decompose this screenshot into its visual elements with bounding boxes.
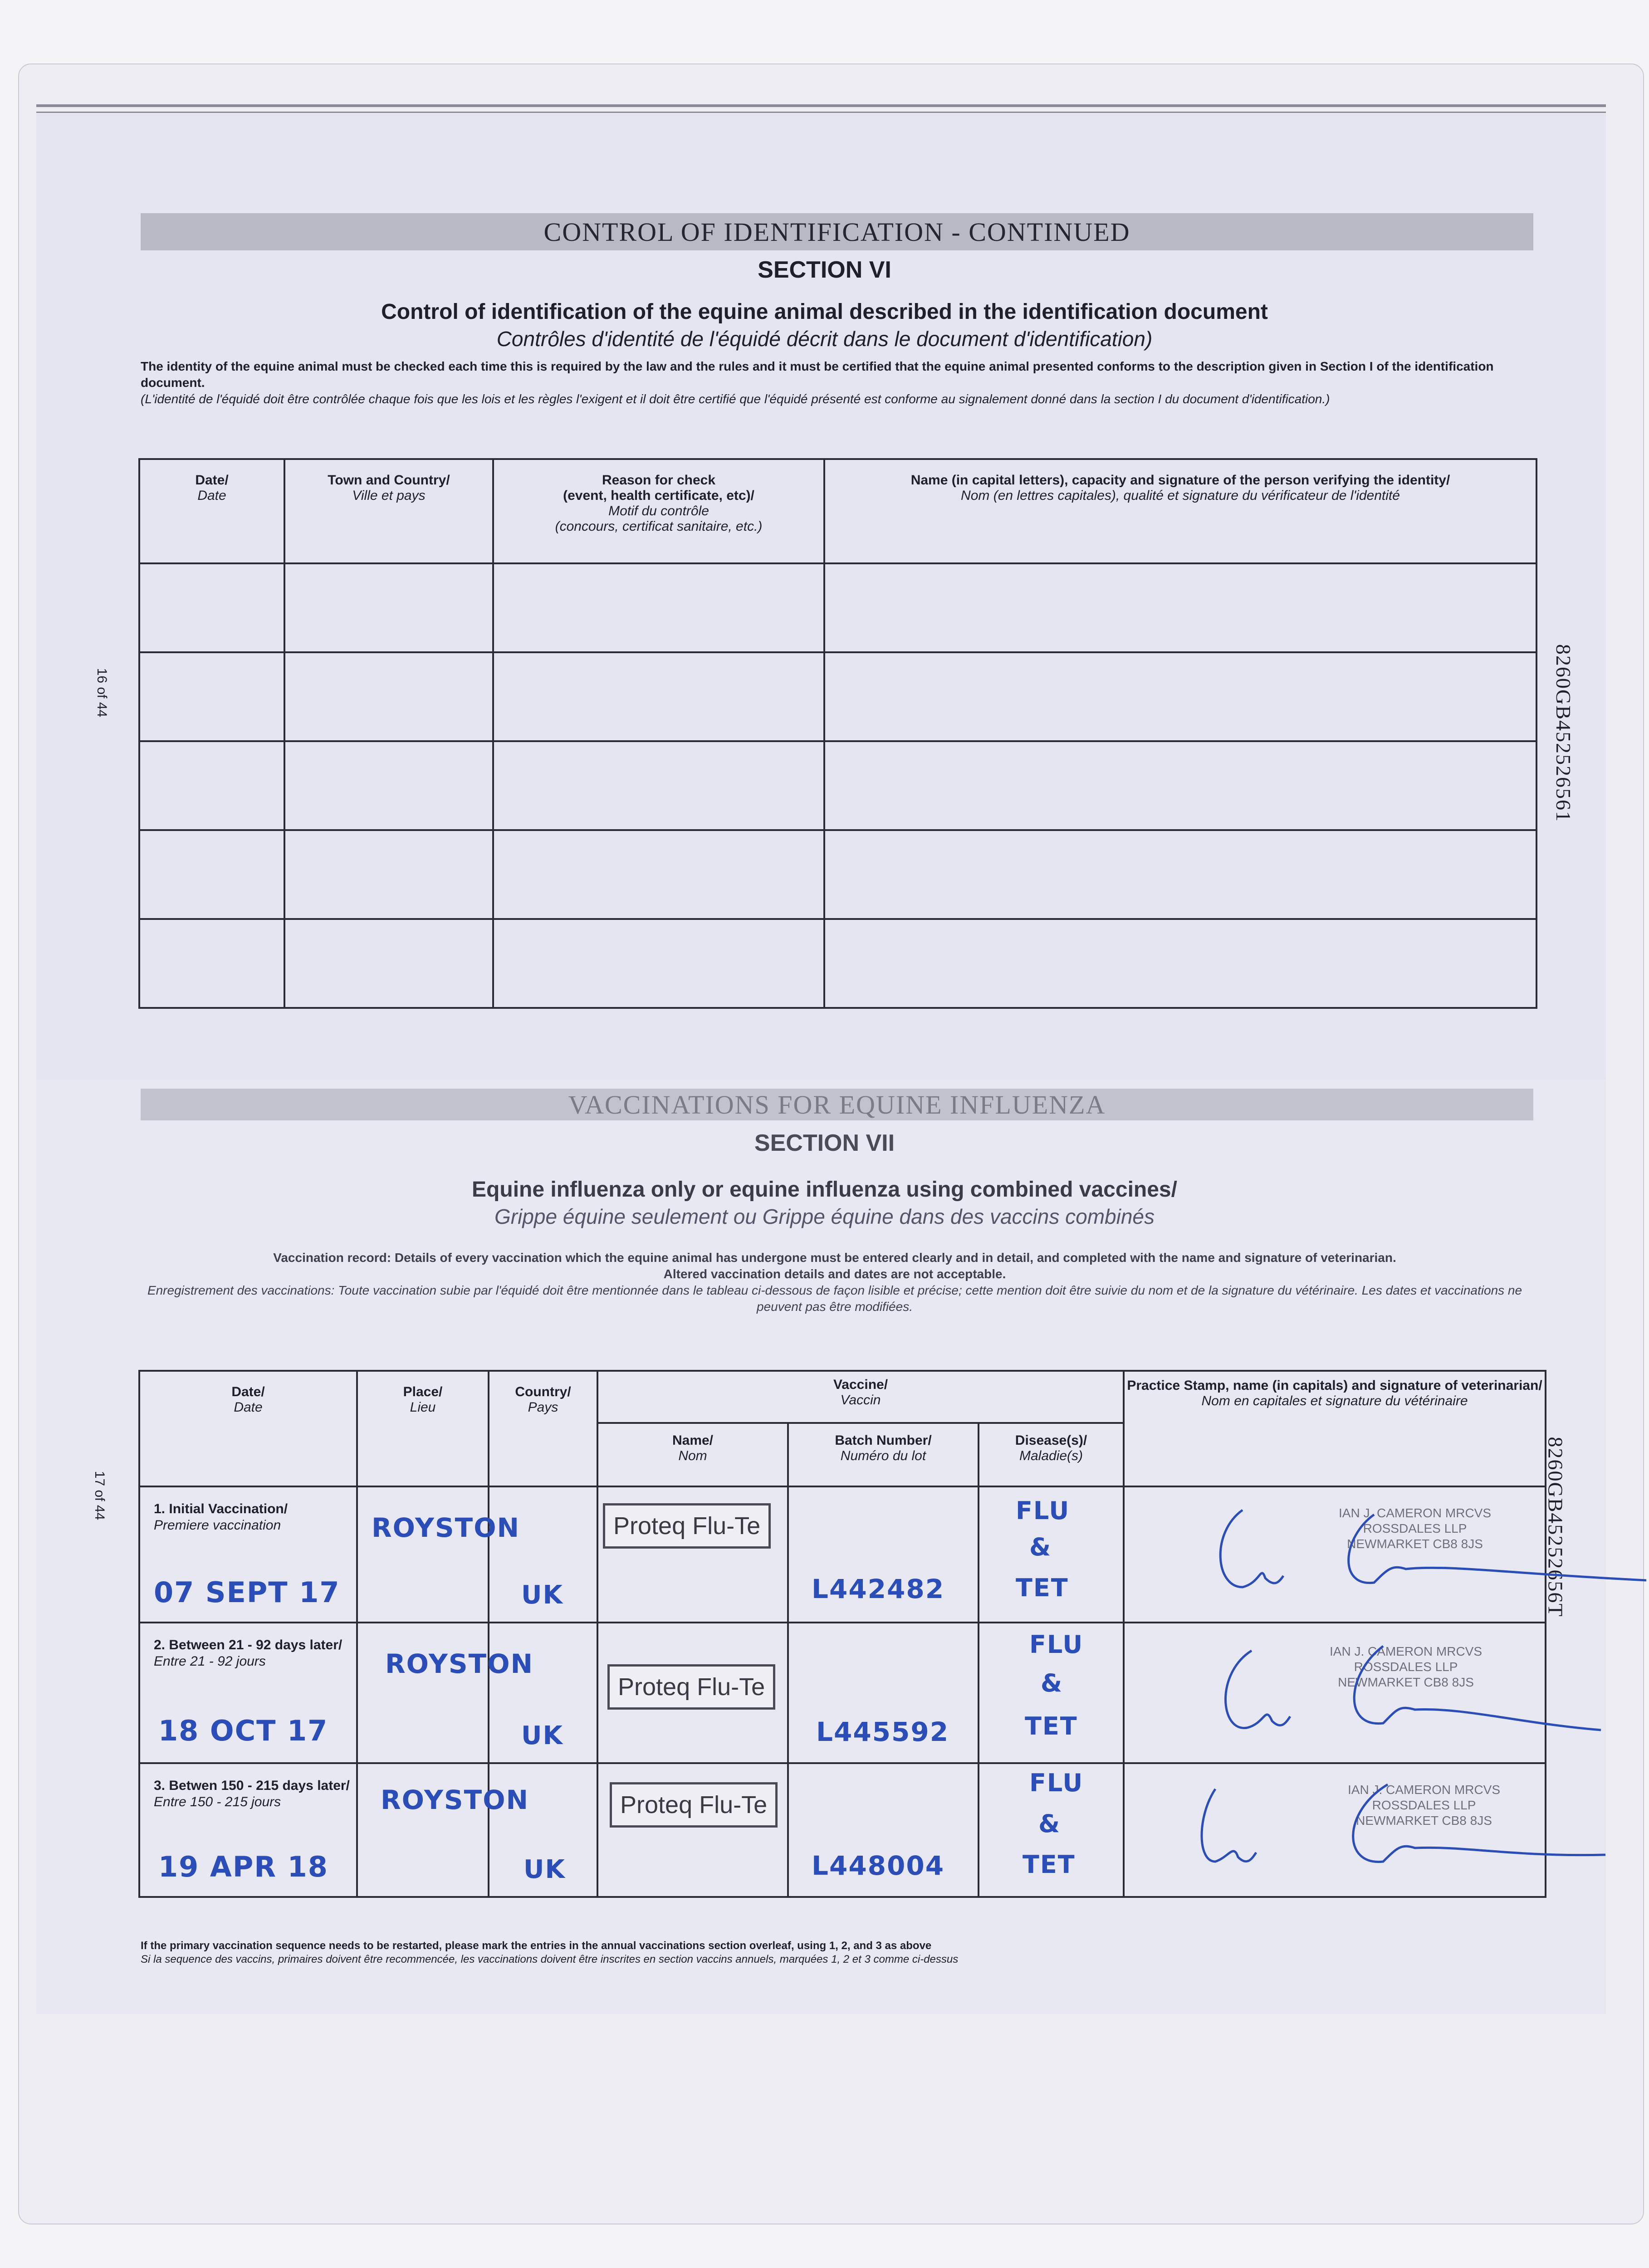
vaccination-row <box>139 1623 1546 1763</box>
place-entry: ROYSTON <box>372 1512 520 1543</box>
instruction-fr: Toute vaccination subie par l'équidé doit être mentionnée dans le tableau ci-dessous de façon lisible et précise; cette mention doit être suivie du nom et de la signature du vétérinaire. Les dates et vaccinations ne peuvent pas être modifiées. <box>338 1283 1522 1314</box>
vaccination-row <box>139 1486 1546 1623</box>
vet-signature <box>1170 1771 1646 1893</box>
table-row <box>139 563 1536 652</box>
section-vii-instructions <box>145 1250 1524 1315</box>
top-rule-thin <box>36 112 1606 113</box>
page-number-17: 17 of 44 <box>92 1471 108 1520</box>
section-vii-banner: VACCINATIONS FOR EQUINE INFLUENZA <box>141 1089 1533 1120</box>
date-entry: 19 APR 18 <box>158 1850 328 1883</box>
col-disease: Disease(s)/ Maladie(s) <box>979 1423 1124 1486</box>
col-place: Place/ Lieu <box>357 1371 489 1486</box>
vaccination-header-row <box>139 1371 1546 1423</box>
document-code-top: 8260GB452526561 <box>1551 644 1575 822</box>
vaccination-row <box>139 1763 1546 1897</box>
vet-practice-stamp: IAN J. CAMERON MRCVS ROSSDALES LLP NEWMARKET CB8 8JS <box>1339 1506 1492 1551</box>
instruction-fr-label: Enregistrement des vaccinations: <box>147 1283 335 1297</box>
disease-entry-2: & <box>1029 1533 1052 1561</box>
col-batch: Batch Number/ Numéro du lot <box>788 1423 979 1486</box>
batch-entry: L445592 <box>816 1716 949 1747</box>
top-rule <box>36 104 1606 107</box>
place-entry: ROYSTON <box>381 1784 529 1815</box>
disease-entry-1: FLU <box>1029 1630 1084 1659</box>
document-code-bottom: 8260GB45252656T <box>1544 1437 1567 1618</box>
vaccine-stamp: Proteq Flu-Te <box>610 1782 778 1828</box>
batch-entry: L448004 <box>812 1850 945 1881</box>
instruction-en-2: Altered vaccination details and dates are not acceptable. <box>663 1267 1006 1281</box>
vet-signature <box>1193 1496 1649 1614</box>
footnote-fr: Si la sequence des vaccins, primaires doivent être recommencée, les vaccinations doivent être inscrites en section vaccins annuels, marquées 1, 2 et 3 comme ci-dessus <box>141 1953 959 1965</box>
disease-entry-1: FLU <box>1029 1769 1084 1797</box>
section-vii-heading: SECTION VII <box>754 1130 895 1156</box>
vet-signature <box>1193 1633 1646 1760</box>
page-number-16: 16 of 44 <box>94 668 110 718</box>
batch-entry: L442482 <box>812 1574 945 1604</box>
row-label: 3. Betwen 150 - 215 days later/ Entre 150 - 215 jours <box>154 1778 350 1809</box>
col-date: Date/ Date <box>139 1371 357 1486</box>
vaccine-stamp: Proteq Flu-Te <box>607 1664 775 1710</box>
disease-entry-3: TET <box>1023 1850 1076 1879</box>
disease-entry-2: & <box>1038 1809 1061 1838</box>
place-entry: ROYSTON <box>385 1648 534 1679</box>
disease-entry-3: TET <box>1016 1574 1069 1602</box>
col-vaccine: Vaccine/ Vaccin <box>597 1371 1124 1423</box>
instruction-en: The identity of the equine animal must be checked each time this is required by the law and the rules and it must be certified that the equine animal presented conforms to the description given in Section I of the identification document. <box>141 359 1494 390</box>
country-entry: UK <box>521 1580 563 1610</box>
table-header-row <box>139 459 1536 563</box>
country-entry: UK <box>524 1855 566 1884</box>
col-reason: Reason for check (event, health certificate, etc)/ Motif du contrôle (concours, certificat sanitaire, etc.) <box>493 459 824 563</box>
vaccination-table <box>138 1370 1546 1898</box>
country-entry: UK <box>521 1721 563 1750</box>
section-vi-instructions <box>141 358 1524 407</box>
date-entry: 18 OCT 17 <box>158 1714 328 1747</box>
col-country: Country/ Pays <box>489 1371 597 1486</box>
section-vi-heading: SECTION VI <box>758 257 891 283</box>
col-town-country: Town and Country/ Ville et pays <box>284 459 493 563</box>
section-vii-title: Equine influenza only or equine influenza using combined vaccines/ <box>472 1178 1177 1202</box>
col-date: Date/ Date <box>139 459 284 563</box>
instruction-fr: (L'identité de l'équidé doit être contrôlée chaque fois que les lois et les règles l'exigent et il doit être certifié que l'équidé présenté est conforme au signalement donné dans la section I du document d'identification.) <box>141 392 1330 406</box>
footnote <box>141 1939 1547 1966</box>
section-vii-title-fr: Grippe équine seulement ou Grippe équine dans des vaccins combinés <box>494 1205 1155 1228</box>
table-row <box>139 652 1536 741</box>
section-vi-banner: CONTROL OF IDENTIFICATION - CONTINUED <box>141 213 1533 250</box>
col-vaccine-name: Name/ Nom <box>597 1423 788 1486</box>
disease-entry-3: TET <box>1025 1712 1078 1740</box>
instruction-en: Details of every vaccination which the equine animal has undergone must be entered clearly and in detail, and completed with the name and signature of veterinarian. <box>394 1251 1396 1265</box>
table-row <box>139 919 1536 1008</box>
identification-check-table <box>138 458 1537 1009</box>
vet-practice-stamp: IAN J. CAMERON MRCVS ROSSDALES LLP NEWMARKET CB8 8JS <box>1348 1783 1501 1828</box>
section-vi-title: Control of identification of the equine animal described in the identification document <box>381 300 1268 324</box>
footnote-en: If the primary vaccination sequence needs to be restarted, please mark the entries in the annual vaccinations section overleaf, using 1, 2, and 3 as above <box>141 1940 932 1952</box>
disease-entry-1: FLU <box>1016 1496 1070 1525</box>
date-entry: 07 SEPT 17 <box>154 1576 340 1609</box>
instruction-label: Vaccination record: <box>273 1251 391 1265</box>
row-label: 2. Between 21 - 92 days later/ Entre 21 - 92 jours <box>154 1637 343 1669</box>
col-verifier: Name (in capital letters), capacity and signature of the person verifying the identity/ Nom (en lettres capitales), qualité et signature du vérificateur de l'identité <box>824 459 1536 563</box>
col-vet: Practice Stamp, name (in capitals) and signature of veterinarian/ Nom en capitales et signature du vétérinaire <box>1124 1371 1546 1486</box>
table-row <box>139 741 1536 830</box>
vet-practice-stamp: IAN J. CAMERON MRCVS ROSSDALES LLP NEWMARKET CB8 8JS <box>1330 1644 1483 1689</box>
vaccine-stamp: Proteq Flu-Te <box>603 1503 771 1549</box>
table-row <box>139 830 1536 919</box>
section-vi-title-fr: Contrôles d'identité de l'équidé décrit dans le document d'identification) <box>496 327 1153 351</box>
disease-entry-2: & <box>1041 1669 1063 1697</box>
row-label: 1. Initial Vaccination/ Premiere vaccination <box>154 1501 288 1533</box>
